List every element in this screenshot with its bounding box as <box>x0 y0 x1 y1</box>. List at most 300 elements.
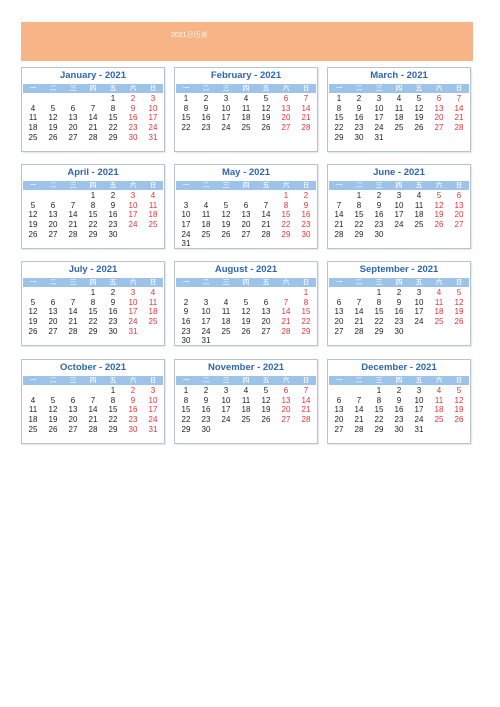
empty-day-cell <box>256 288 276 298</box>
day-cell: 27 <box>434 123 444 133</box>
day-cell: 7 <box>90 395 96 405</box>
day-cell: 20 <box>281 405 291 415</box>
day-cell: 20 <box>48 220 58 230</box>
empty-day-cell <box>63 288 83 298</box>
day-cell: 19 <box>261 113 271 123</box>
weekday-label: 日 <box>149 84 157 92</box>
day-cell: 27 <box>334 424 344 434</box>
day-cell: 9 <box>396 395 402 405</box>
day-cell: 28 <box>354 326 364 336</box>
day-cell: 21 <box>301 405 311 415</box>
weekday-label: 日 <box>302 376 310 384</box>
day-cell: 5 <box>243 297 249 307</box>
day-cell: 18 <box>434 405 444 415</box>
day-cell: 24 <box>394 220 404 230</box>
weekday-label: 四 <box>89 376 97 384</box>
day-cell: 31 <box>201 336 211 346</box>
day-cell: 26 <box>48 132 58 142</box>
day-cell: 8 <box>356 200 362 210</box>
day-cell: 9 <box>396 297 402 307</box>
day-cell: 19 <box>414 113 424 123</box>
day-cell: 3 <box>150 94 156 103</box>
day-cell: 26 <box>261 123 271 133</box>
weekday-label: 三 <box>222 376 230 384</box>
day-cell: 10 <box>221 395 231 405</box>
day-cell: 22 <box>181 123 191 133</box>
day-cell: 19 <box>261 405 271 415</box>
day-cell: 16 <box>181 317 191 327</box>
day-cell: 31 <box>148 424 158 434</box>
day-cell: 17 <box>128 210 138 220</box>
empty-day-cell <box>43 94 63 104</box>
day-cell: 26 <box>454 415 464 425</box>
day-cell: 15 <box>374 405 384 415</box>
day-cell: 3 <box>130 191 136 200</box>
month-title: April - 2021 <box>67 167 119 178</box>
month-title: June - 2021 <box>373 167 425 178</box>
days-grid <box>329 288 469 336</box>
day-cell: 29 <box>108 424 118 434</box>
empty-day-cell <box>43 288 63 298</box>
day-cell: 13 <box>281 395 291 405</box>
weekday-label: 六 <box>129 278 137 286</box>
day-cell: 18 <box>28 123 38 133</box>
day-cell: 4 <box>30 395 36 405</box>
day-cell: 24 <box>181 229 191 239</box>
weekday-label: 一 <box>182 376 190 384</box>
day-cell: 24 <box>221 415 231 425</box>
day-cell: 13 <box>261 307 271 317</box>
day-cell: 11 <box>28 113 38 123</box>
day-cell: 9 <box>130 103 136 113</box>
weekday-label: 二 <box>202 278 210 286</box>
day-cell: 3 <box>150 386 156 395</box>
day-cell: 5 <box>456 288 462 297</box>
day-cell: 21 <box>88 123 98 133</box>
day-cell: 26 <box>241 326 251 336</box>
day-cell: 28 <box>68 229 78 239</box>
day-cell: 3 <box>396 191 402 200</box>
weekday-label: 一 <box>335 278 343 286</box>
day-cell: 26 <box>28 326 38 336</box>
day-cell: 9 <box>110 200 116 210</box>
weekday-label: 三 <box>69 278 77 286</box>
day-cell: 23 <box>108 220 118 230</box>
empty-day-cell <box>63 191 83 201</box>
day-cell: 17 <box>414 405 424 415</box>
day-cell: 6 <box>70 103 76 113</box>
day-cell: 9 <box>203 395 209 405</box>
weekday-header <box>23 181 163 190</box>
empty-day-cell <box>196 191 216 201</box>
day-cell: 16 <box>128 113 138 123</box>
day-cell: 23 <box>394 317 404 327</box>
month-calendar <box>21 164 165 249</box>
days-grid <box>176 94 316 133</box>
weekday-label: 二 <box>202 376 210 384</box>
day-cell: 29 <box>374 424 384 434</box>
day-cell: 23 <box>201 123 211 133</box>
day-cell: 27 <box>48 326 58 336</box>
day-cell: 5 <box>263 386 269 395</box>
day-cell: 11 <box>148 297 158 307</box>
empty-day-cell <box>236 288 256 298</box>
day-cell: 31 <box>148 132 158 142</box>
weekday-label: 日 <box>302 278 310 286</box>
weekday-label: 四 <box>242 181 250 189</box>
day-cell: 20 <box>434 113 444 123</box>
empty-day-cell <box>196 288 216 298</box>
day-cell: 12 <box>221 210 231 220</box>
weekday-label: 三 <box>375 376 383 384</box>
day-cell: 11 <box>148 200 158 210</box>
day-cell: 6 <box>50 297 56 307</box>
weekday-label: 一 <box>29 278 37 286</box>
day-cell: 10 <box>414 395 424 405</box>
day-cell: 1 <box>90 288 96 297</box>
day-cell: 13 <box>334 405 344 415</box>
day-cell: 16 <box>128 405 138 415</box>
weekday-header <box>23 376 163 385</box>
day-cell: 10 <box>181 210 191 220</box>
day-cell: 26 <box>221 229 231 239</box>
month-calendar <box>327 359 471 444</box>
day-cell: 8 <box>336 103 342 113</box>
day-cell: 20 <box>241 220 251 230</box>
day-cell: 16 <box>301 210 311 220</box>
weekday-label: 二 <box>49 376 57 384</box>
empty-day-cell <box>63 94 83 104</box>
day-cell: 2 <box>110 191 116 200</box>
day-cell: 20 <box>454 210 464 220</box>
day-cell: 3 <box>130 288 136 297</box>
weekday-header <box>23 278 163 287</box>
day-cell: 19 <box>454 307 464 317</box>
weekday-label: 一 <box>29 376 37 384</box>
day-cell: 28 <box>454 123 464 133</box>
day-cell: 28 <box>301 123 311 133</box>
day-cell: 13 <box>68 405 78 415</box>
day-cell: 29 <box>334 132 344 142</box>
day-cell: 1 <box>376 386 382 395</box>
day-cell: 9 <box>183 307 189 317</box>
day-cell: 20 <box>281 113 291 123</box>
weekday-header <box>176 84 316 93</box>
day-cell: 12 <box>241 307 251 317</box>
day-cell: 18 <box>241 405 251 415</box>
day-cell: 24 <box>148 415 158 425</box>
day-cell: 21 <box>68 220 78 230</box>
day-cell: 12 <box>414 103 424 113</box>
day-cell: 17 <box>414 307 424 317</box>
weekday-label: 二 <box>355 278 363 286</box>
day-cell: 10 <box>201 307 211 317</box>
day-cell: 3 <box>223 386 229 395</box>
day-cell: 25 <box>148 317 158 327</box>
day-cell: 29 <box>108 132 118 142</box>
empty-day-cell <box>329 288 349 298</box>
day-cell: 3 <box>203 297 209 307</box>
day-cell: 25 <box>241 123 251 133</box>
day-cell: 21 <box>354 317 364 327</box>
day-cell: 14 <box>334 210 344 220</box>
day-cell: 27 <box>48 229 58 239</box>
day-cell: 29 <box>281 229 291 239</box>
day-cell: 27 <box>241 229 251 239</box>
day-cell: 4 <box>30 103 36 113</box>
day-cell: 22 <box>301 317 311 327</box>
weekday-label: 二 <box>355 376 363 384</box>
month-title: October - 2021 <box>60 362 126 373</box>
day-cell: 18 <box>394 113 404 123</box>
day-cell: 25 <box>201 229 211 239</box>
day-cell: 29 <box>374 326 384 336</box>
day-cell: 8 <box>376 297 382 307</box>
month-calendar <box>327 67 471 152</box>
days-grid <box>23 94 163 142</box>
month-title: May - 2021 <box>221 167 271 178</box>
day-cell: 9 <box>356 103 362 113</box>
days-grid <box>176 288 316 346</box>
day-cell: 4 <box>150 191 156 200</box>
day-cell: 22 <box>374 415 384 425</box>
day-cell: 3 <box>416 288 422 297</box>
day-cell: 2 <box>396 386 402 395</box>
day-cell: 2 <box>303 191 309 200</box>
weekday-label: 五 <box>262 278 270 286</box>
day-cell: 27 <box>281 123 291 133</box>
weekday-label: 二 <box>49 181 57 189</box>
day-cell: 19 <box>434 210 444 220</box>
day-cell: 7 <box>70 200 76 210</box>
day-cell: 4 <box>436 386 442 395</box>
day-cell: 22 <box>354 220 364 230</box>
day-cell: 10 <box>128 200 138 210</box>
day-cell: 28 <box>88 424 98 434</box>
weekday-label: 一 <box>182 278 190 286</box>
weekday-label: 日 <box>149 376 157 384</box>
day-cell: 14 <box>88 113 98 123</box>
day-cell: 14 <box>68 307 78 317</box>
day-cell: 17 <box>128 307 138 317</box>
weekday-label: 五 <box>415 84 423 92</box>
day-cell: 1 <box>336 94 342 103</box>
day-cell: 21 <box>261 220 271 230</box>
day-cell: 30 <box>394 424 404 434</box>
weekday-label: 日 <box>455 376 463 384</box>
day-cell: 7 <box>303 94 309 103</box>
day-cell: 9 <box>110 297 116 307</box>
weekday-label: 日 <box>302 84 310 92</box>
day-cell: 15 <box>181 405 191 415</box>
empty-day-cell <box>236 191 256 201</box>
page-title: 2021日历表 <box>171 32 208 39</box>
day-cell: 8 <box>183 103 189 113</box>
day-cell: 7 <box>356 395 362 405</box>
days-grid <box>23 288 163 336</box>
empty-day-cell <box>349 288 369 298</box>
weekday-label: 五 <box>109 278 117 286</box>
day-cell: 13 <box>454 200 464 210</box>
day-cell: 20 <box>48 317 58 327</box>
day-cell: 12 <box>28 210 38 220</box>
weekday-label: 日 <box>149 278 157 286</box>
weekday-label: 二 <box>49 278 57 286</box>
weekday-label: 五 <box>415 376 423 384</box>
day-cell: 30 <box>108 326 118 336</box>
day-cell: 22 <box>108 123 118 133</box>
day-cell: 5 <box>223 200 229 210</box>
days-grid <box>23 191 163 239</box>
day-cell: 6 <box>283 94 289 103</box>
day-cell: 24 <box>128 220 138 230</box>
day-cell: 4 <box>150 288 156 297</box>
day-cell: 21 <box>88 415 98 425</box>
weekday-label: 五 <box>109 84 117 92</box>
day-cell: 29 <box>301 326 311 336</box>
day-cell: 10 <box>148 395 158 405</box>
day-cell: 4 <box>396 94 402 103</box>
day-cell: 15 <box>181 113 191 123</box>
weekday-label: 四 <box>395 181 403 189</box>
day-cell: 30 <box>108 229 118 239</box>
day-cell: 13 <box>68 113 78 123</box>
day-cell: 6 <box>283 386 289 395</box>
day-cell: 7 <box>336 200 342 210</box>
day-cell: 4 <box>436 288 442 297</box>
day-cell: 8 <box>110 395 116 405</box>
day-cell: 13 <box>48 210 58 220</box>
day-cell: 2 <box>356 94 362 103</box>
day-cell: 12 <box>434 200 444 210</box>
day-cell: 14 <box>261 210 271 220</box>
day-cell: 8 <box>283 200 289 210</box>
day-cell: 19 <box>48 415 58 425</box>
day-cell: 15 <box>334 113 344 123</box>
day-cell: 1 <box>376 288 382 297</box>
day-cell: 25 <box>28 132 38 142</box>
day-cell: 15 <box>88 307 98 317</box>
day-cell: 20 <box>261 317 271 327</box>
day-cell: 23 <box>181 326 191 336</box>
day-cell: 12 <box>261 103 271 113</box>
weekday-label: 三 <box>222 278 230 286</box>
weekday-label: 六 <box>129 181 137 189</box>
empty-day-cell <box>349 386 369 396</box>
weekday-label: 一 <box>29 84 37 92</box>
day-cell: 17 <box>221 405 231 415</box>
weekday-label: 三 <box>375 181 383 189</box>
weekday-header <box>176 181 316 190</box>
day-cell: 25 <box>28 424 38 434</box>
day-cell: 11 <box>221 307 231 317</box>
weekday-label: 六 <box>129 84 137 92</box>
day-cell: 7 <box>90 103 96 113</box>
day-cell: 25 <box>241 415 251 425</box>
day-cell: 14 <box>354 307 364 317</box>
day-cell: 6 <box>50 200 56 210</box>
empty-day-cell <box>276 288 296 298</box>
month-title: January - 2021 <box>59 70 126 81</box>
month-title: August - 2021 <box>214 264 278 275</box>
day-cell: 2 <box>376 191 382 200</box>
weekday-label: 五 <box>109 181 117 189</box>
day-cell: 27 <box>454 220 464 230</box>
day-cell: 19 <box>28 317 38 327</box>
day-cell: 12 <box>454 395 464 405</box>
weekday-label: 一 <box>335 84 343 92</box>
day-cell: 8 <box>110 103 116 113</box>
day-cell: 7 <box>303 386 309 395</box>
weekday-label: 日 <box>302 181 310 189</box>
day-cell: 16 <box>201 405 211 415</box>
day-cell: 18 <box>414 210 424 220</box>
weekday-label: 四 <box>242 376 250 384</box>
day-cell: 24 <box>128 317 138 327</box>
day-cell: 18 <box>221 317 231 327</box>
month-title: March - 2021 <box>370 70 428 81</box>
weekday-label: 五 <box>109 376 117 384</box>
day-cell: 4 <box>243 94 249 103</box>
day-cell: 28 <box>88 132 98 142</box>
weekday-label: 五 <box>262 181 270 189</box>
day-cell: 11 <box>394 103 404 113</box>
weekday-label: 一 <box>335 181 343 189</box>
weekday-header <box>176 278 316 287</box>
day-cell: 20 <box>334 317 344 327</box>
empty-day-cell <box>216 288 236 298</box>
day-cell: 4 <box>243 386 249 395</box>
day-cell: 5 <box>263 94 269 103</box>
day-cell: 3 <box>416 386 422 395</box>
weekday-label: 四 <box>395 278 403 286</box>
weekday-label: 六 <box>435 84 443 92</box>
day-cell: 15 <box>108 113 118 123</box>
day-cell: 22 <box>281 220 291 230</box>
day-cell: 6 <box>70 395 76 405</box>
day-cell: 12 <box>48 113 58 123</box>
weekday-label: 四 <box>395 84 403 92</box>
month-calendar <box>21 359 165 444</box>
day-cell: 23 <box>108 317 118 327</box>
day-cell: 15 <box>301 307 311 317</box>
day-cell: 7 <box>283 297 289 307</box>
day-cell: 6 <box>263 297 269 307</box>
day-cell: 29 <box>88 229 98 239</box>
days-grid <box>329 94 469 142</box>
day-cell: 19 <box>48 123 58 133</box>
weekday-label: 五 <box>415 181 423 189</box>
weekday-label: 日 <box>455 278 463 286</box>
month-calendar <box>21 261 165 346</box>
day-cell: 10 <box>374 103 384 113</box>
day-cell: 11 <box>414 200 424 210</box>
empty-day-cell <box>176 191 196 201</box>
weekday-label: 四 <box>89 181 97 189</box>
day-cell: 24 <box>414 317 424 327</box>
day-cell: 26 <box>28 229 38 239</box>
day-cell: 5 <box>436 191 442 200</box>
day-cell: 8 <box>90 297 96 307</box>
weekday-label: 六 <box>282 181 290 189</box>
day-cell: 18 <box>201 220 211 230</box>
day-cell: 3 <box>183 200 189 210</box>
day-cell: 26 <box>414 123 424 133</box>
day-cell: 2 <box>203 94 209 103</box>
weekday-label: 六 <box>282 84 290 92</box>
weekday-label: 三 <box>222 84 230 92</box>
day-cell: 5 <box>50 103 56 113</box>
